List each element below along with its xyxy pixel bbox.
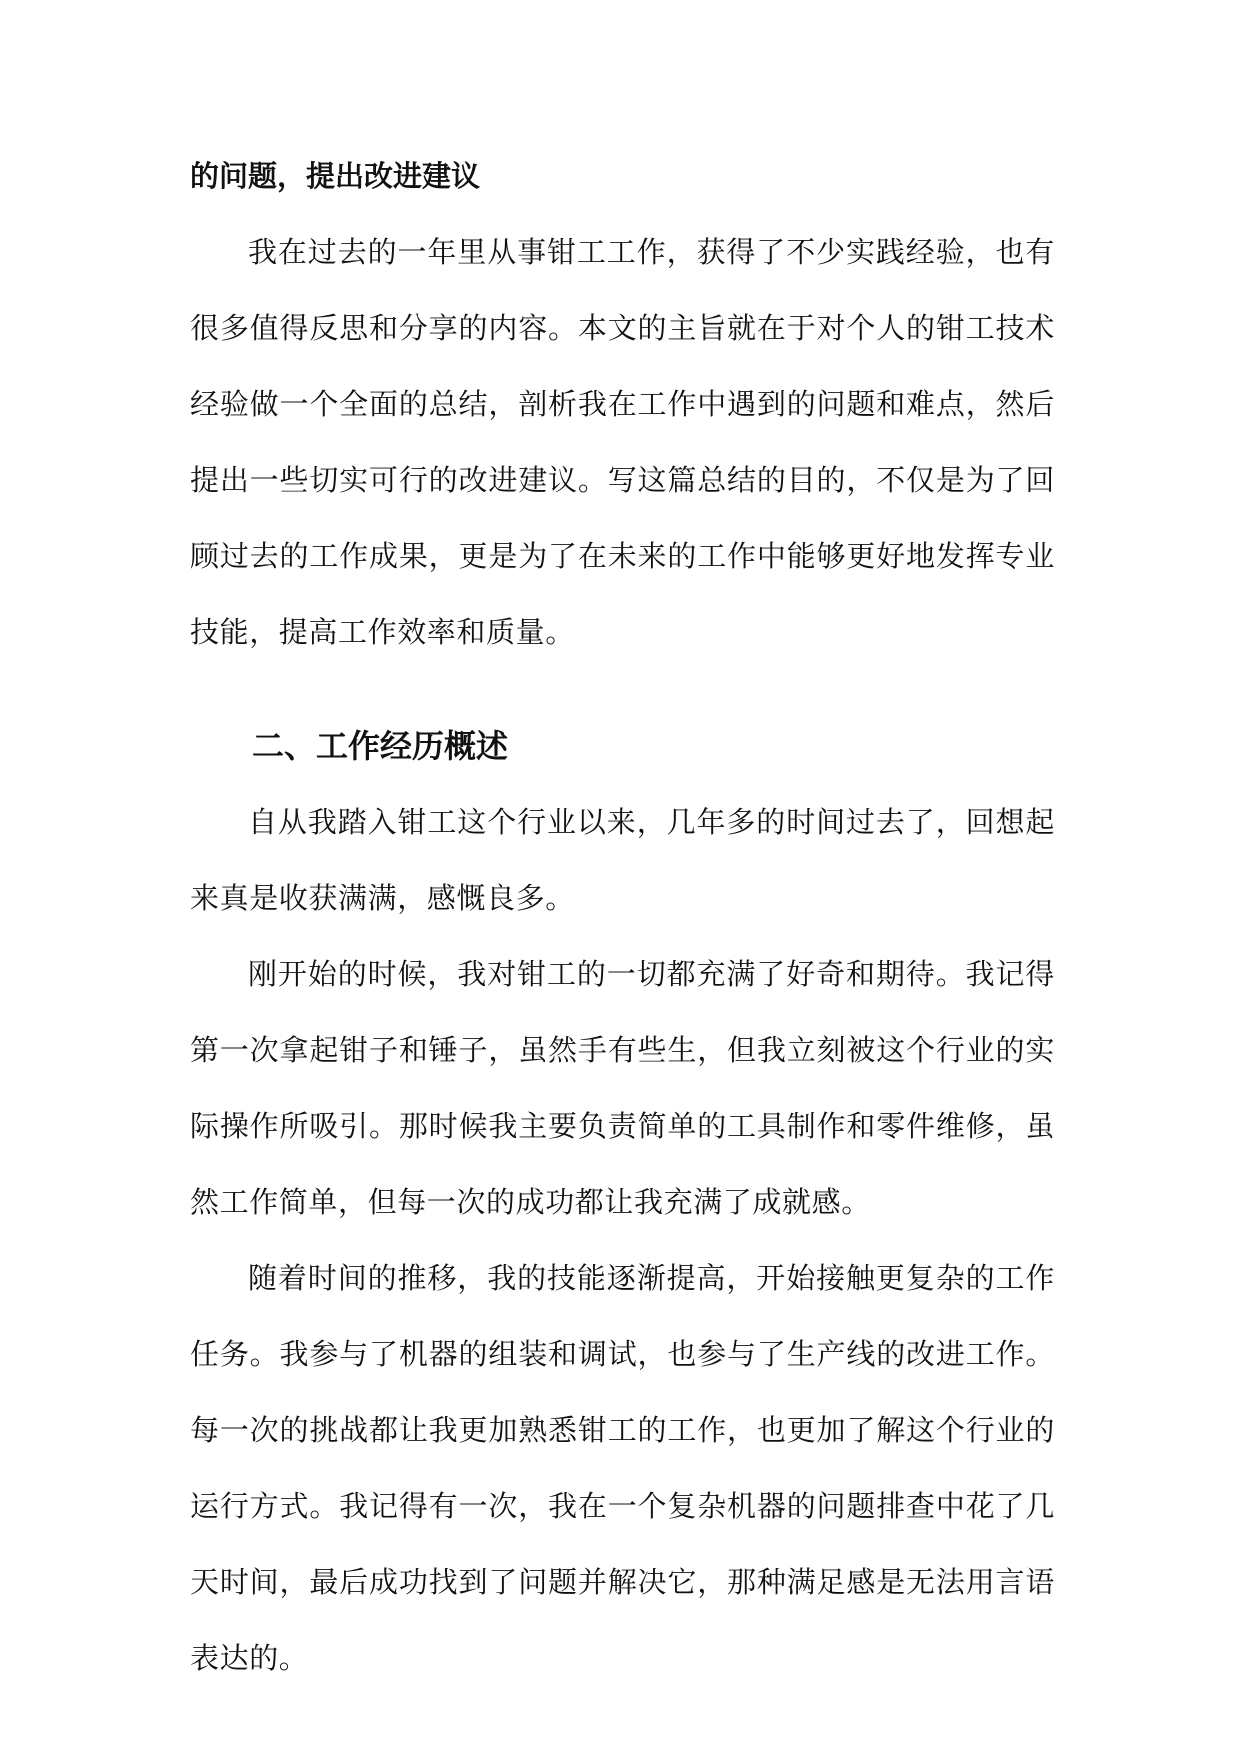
document-body xyxy=(190,138,1055,1696)
body-paragraph-3: 随着时间的推移，我的技能逐渐提高，开始接触更复杂的工作任务。我参与了机器的组装和调试，也参与了生产线的改进工作。每一次的挑战都让我更加熟悉钳工的工作，也更加了解这个行业的运行方式。我记得有一次，我在一个复杂机器的问题排查中花了几天时间，最后成功找到了问题并解决它，那种满足感是无法用言语表达的。 xyxy=(190,1261,1055,1675)
intro-paragraph: 我在过去的一年里从事钳工工作，获得了不少实践经验，也有很多值得反思和分享的内容。本文的主旨就在于对个人的钳工技术经验做一个全面的总结，剖析我在工作中遇到的问题和难点，然后提出一些切实可行的改进建议。写这篇总结的目的，不仅是为了回顾过去的工作成果，更是为了在未来的工作中能够更好地发挥专业技能，提高工作效率和质量。 xyxy=(190,235,1055,649)
section-heading: 二、工作经历概述 xyxy=(252,727,509,765)
section-title-continuation: 的问题，提出改进建议 xyxy=(190,159,481,193)
body-paragraph-2: 刚开始的时候，我对钳工的一切都充满了好奇和期待。我记得第一次拿起钳子和锤子，虽然手有些生，但我立刻被这个行业的实际操作所吸引。那时候我主要负责简单的工具制作和零件维修，虽然工作简单，但每一次的成功都让我充满了成就感。 xyxy=(190,957,1055,1219)
body-paragraph-1: 自从我踏入钳工这个行业以来，几年多的时间过去了，回想起来真是收获满满，感慨良多。 xyxy=(190,805,1055,915)
